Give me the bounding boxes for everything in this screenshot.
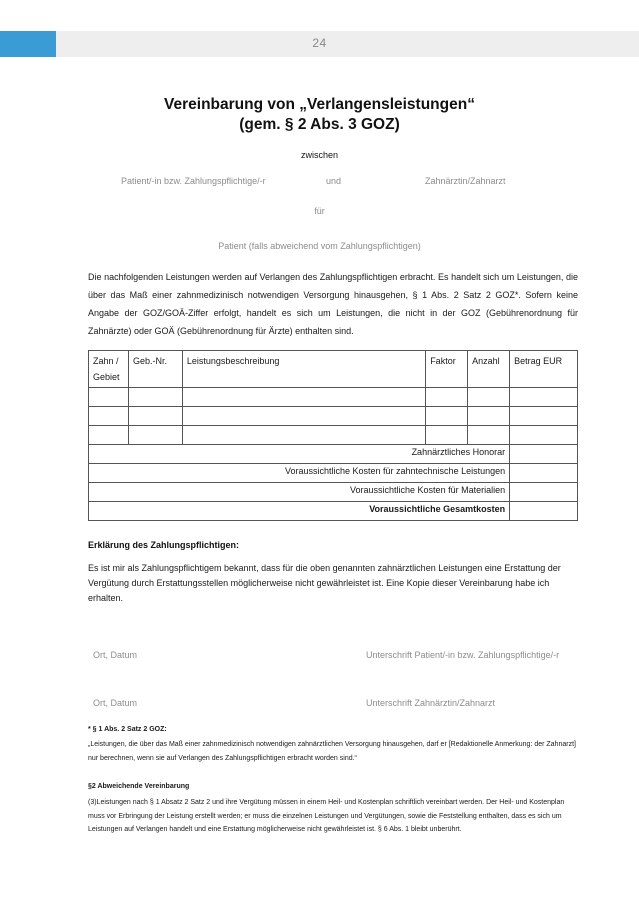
page-number: 24	[312, 36, 327, 50]
table-cell[interactable]	[89, 426, 129, 445]
table-cell[interactable]	[128, 407, 182, 426]
table-cell[interactable]	[426, 426, 468, 445]
table-row	[89, 388, 578, 407]
services-table	[88, 350, 578, 521]
and-label: und	[326, 176, 342, 186]
table-cell[interactable]	[426, 388, 468, 407]
place-date-label-1: Ort, Datum	[93, 650, 138, 660]
summary-row-total	[89, 502, 578, 521]
declaration-title: Erklärung des Zahlungspflichtigen:	[88, 540, 240, 550]
summary-label: Zahnärztliches Honorar	[89, 445, 510, 464]
between-label: zwischen	[300, 150, 338, 160]
title-line-1: Vereinbarung von „Verlangensleistungen“	[164, 96, 475, 113]
page-header-bar	[0, 31, 639, 57]
table-cell[interactable]	[128, 388, 182, 407]
table-cell[interactable]	[89, 407, 129, 426]
footnote-2-text: (3)Leistungen nach § 1 Absatz 2 Satz 2 und ihre Vergütung müssen in einem Heil- und Kostenplan schriftlich vereinbart werden. Der Heil- und Kostenplan muss vor Erbringung der Leistung erstellt werden; er muss die einzelnen Leistungen und Vergütungen, sowie die Feststellung enthalten, dass es sich um Leistungen auf Verlangen handelt und eine Erstattung möglicherweise nicht gewährleistet ist. § 6 Abs. 1 bleibt unberührt.	[88, 799, 565, 833]
summary-label: Voraussichtliche Gesamtkosten	[89, 502, 510, 521]
col-header-factor: Faktor	[426, 351, 468, 388]
table-cell[interactable]	[426, 407, 468, 426]
table-cell[interactable]	[468, 407, 510, 426]
table-row	[89, 426, 578, 445]
summary-amount-cell[interactable]	[510, 502, 578, 521]
table-cell[interactable]	[182, 388, 425, 407]
dentist-label: Zahnärztin/Zahnarzt	[425, 176, 506, 186]
patient-label: Patient (falls abweichend vom Zahlungspflichtigen)	[218, 241, 421, 251]
table-cell[interactable]	[468, 426, 510, 445]
for-label: für	[314, 206, 325, 216]
table-row	[89, 407, 578, 426]
table-cell[interactable]	[182, 407, 425, 426]
summary-label: Voraussichtliche Kosten für Materialien	[89, 483, 510, 502]
footnote-2-title: §2 Abweichende Vereinbarung	[88, 783, 190, 790]
table-header-row	[89, 351, 578, 388]
col-header-fee-number: Geb.-Nr.	[128, 351, 182, 388]
col-header-count: Anzahl	[468, 351, 510, 388]
col-header-amount: Betrag EUR	[510, 351, 578, 388]
dentist-signature-label: Unterschrift Zahnärztin/Zahnarzt	[366, 698, 496, 708]
summary-label: Voraussichtliche Kosten für zahntechnische Leistungen	[89, 464, 510, 483]
document-title	[0, 95, 639, 135]
table-cell[interactable]	[510, 426, 578, 445]
summary-row-material-costs	[89, 483, 578, 502]
table-cell[interactable]	[510, 388, 578, 407]
table-cell[interactable]	[468, 388, 510, 407]
table-cell[interactable]	[182, 426, 425, 445]
summary-amount-cell[interactable]	[510, 445, 578, 464]
intro-paragraph: Die nachfolgenden Leistungen werden auf Verlangen des Zahlungspflichtigen erbracht. Es handelt sich um Leistungen, die über das Maß einer zahnmedizinisch notwendigen Versorgung hinausgehen, § 1 Abs. 2 Satz 2 GOZ*. Sofern keine Angabe der GOZ/GOÄ-Ziffer erfolgt, handelt es sich um Leistungen, die nicht in der GOZ (Gebührenordnung für Zahnärzte) oder GOÄ (Gebührenordnung für Ärzte) enthalten sind.	[88, 272, 578, 336]
table-cell[interactable]	[510, 407, 578, 426]
col-header-tooth: Zahn / Gebiet	[89, 351, 129, 388]
table-cell[interactable]	[128, 426, 182, 445]
footnote-1-title: * § 1 Abs. 2 Satz 2 GOZ:	[88, 726, 167, 733]
col-header-description: Leistungsbeschreibung	[182, 351, 425, 388]
summary-row-fee	[89, 445, 578, 464]
title-line-2: (gem. § 2 Abs. 3 GOZ)	[239, 116, 400, 133]
summary-amount-cell[interactable]	[510, 464, 578, 483]
declaration-text: Es ist mir als Zahlungspflichtigem bekannt, dass für die oben genannten zahnärztlichen Leistungen eine Erstattung der Vergütung durch Erstattungsstellen möglicherweise nicht gewährleistet ist. Eine Kopie dieser Vereinbarung habe ich erhalten.	[88, 563, 561, 603]
summary-amount-cell[interactable]	[510, 483, 578, 502]
payer-label: Patient/-in bzw. Zahlungspflichtige/-r	[121, 176, 266, 186]
footnote-1-text: „Leistungen, die über das Maß einer zahnmedizinisch notwendigen zahnärztlichen Versorgung hinausgehen, darf er [Redaktionelle Anmerkung: der Zahnarzt] nur berechnen, wenn sie auf Verlangen des Zahlungspflichtigen erbracht worden sind.“	[88, 741, 576, 762]
patient-signature-label: Unterschrift Patient/-in bzw. Zahlungspflichtige/-r	[366, 650, 560, 660]
table-cell[interactable]	[89, 388, 129, 407]
summary-row-lab-costs	[89, 464, 578, 483]
place-date-label-2: Ort, Datum	[93, 698, 138, 708]
